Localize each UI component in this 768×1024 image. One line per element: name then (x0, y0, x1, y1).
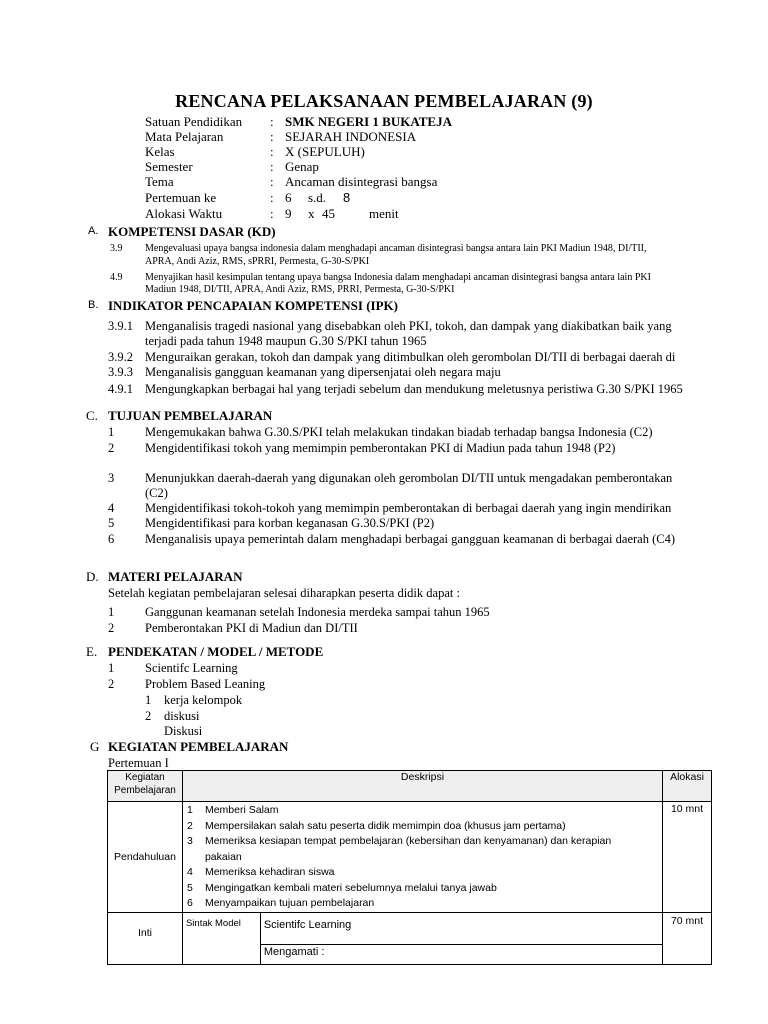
list-item-number: 1 (186, 804, 193, 816)
identity-label-semester: Semester (145, 159, 193, 174)
header-kegiatan-line: Pembelajaran (114, 785, 176, 796)
section-letter: A. (88, 225, 99, 237)
list-item-number: 4 (186, 866, 193, 878)
kd-number: 3.9 (110, 243, 123, 254)
pertemuan-sd: s.d. (308, 190, 327, 205)
tujuan-number: 4 (108, 501, 115, 515)
alokasi-count: 9 (285, 206, 292, 221)
pertemuan-to: 8 (343, 190, 351, 205)
metode-text: Problem Based Leaning (145, 677, 266, 691)
ipk-text: Menguraikan gerakan, tokoh dan dampak yang ditimbulkan oleh gerombolan DI/TII di berbagai daerah di (145, 350, 676, 364)
identity-label-alokasi: Alokasi Waktu (145, 206, 223, 221)
section-letter: E. (86, 644, 98, 659)
tujuan-text: (C2) (145, 486, 168, 500)
header-deskripsi: Deskripsi (182, 771, 662, 802)
list-item-number: 5 (186, 881, 193, 894)
list-item-text: Menyampaikan tujuan pembelajaran (204, 897, 375, 909)
identity-colon: : (270, 190, 274, 205)
list-item (183, 865, 662, 881)
alokasi-unit: menit (369, 206, 399, 221)
section-letter: G (90, 739, 100, 754)
identity-value-tema: Ancaman disintegrasi bangsa (285, 174, 438, 189)
identity-label-kelas: Kelas (145, 144, 175, 159)
list-item (183, 803, 662, 819)
list-item-number: 6 (186, 897, 193, 909)
materi-text: Ganggunan keamanan setelah Indonesia merdeka sampai tahun 1965 (145, 605, 490, 619)
materi-number: 1 (108, 605, 115, 619)
section-heading: KOMPETENSI DASAR (KD) (108, 224, 276, 239)
materi-number: 2 (108, 621, 115, 635)
kd-text: APRA, Andi Aziz, RMS, sPRRI, Permesta, G-30-S/PKI (145, 256, 370, 267)
identity-value-kelas: X (SEPULUH) (285, 144, 365, 159)
metode-number: 1 (108, 661, 115, 675)
kd-number: 4.9 (110, 272, 123, 283)
list-item-text: Mempersilakan salah satu peserta didik memimpin doa (khusus jam pertama) (204, 819, 566, 832)
tujuan-number: 2 (108, 441, 115, 455)
identity-value-mapel: SEJARAH INDONESIA (285, 129, 417, 144)
header-alokasi: Alokasi (663, 771, 712, 802)
list-item-continuation: pakaian (204, 850, 242, 863)
inti-label: Inti (108, 912, 183, 964)
section-heading: KEGIATAN PEMBELAJARAN (108, 739, 289, 754)
identity-colon: : (270, 144, 274, 159)
identity-label-satuan: Satuan Pendidikan (145, 114, 243, 129)
list-item-text: Memberi Salam (204, 804, 279, 816)
identity-colon: : (270, 129, 274, 144)
list-item-number: 2 (186, 819, 193, 832)
ipk-number: 4.9.1 (108, 382, 133, 396)
mengamati-label: Mengamati : (260, 944, 662, 964)
table-row-inti (108, 912, 712, 944)
pendahuluan-list (182, 802, 662, 913)
section-letter: D. (86, 569, 99, 584)
kd-text: Mengevaluasi upaya bangsa indonesia dalam menghadapi ancaman disintegrasi bangsa antara lain PKI Madiun 1948, DI/TII, (145, 243, 647, 254)
model-name: Scientifc Learning (260, 912, 662, 944)
document-title: RENCANA PELAKSANAAN PEMBELAJARAN (9) (175, 91, 593, 111)
alokasi-times: x (308, 206, 315, 221)
ipk-text: Menganalisis gangguan keamanan yang dipersenjatai oleh negara maju (145, 365, 501, 379)
identity-colon: : (270, 174, 274, 189)
tujuan-text: Mengemukakan bahwa G.30.S/PKI telah melakukan tindakan biadab terhadap bangsa Indonesia (C2) (145, 425, 653, 439)
list-item-text: Memeriksa kesiapan tempat pembelajaran (kebersihan dan kenyamanan) dan kerapian (204, 835, 612, 847)
list-item-number: 3 (186, 835, 193, 847)
identity-label-mapel: Mata Pelajaran (145, 129, 224, 144)
metode-sub-number: 2 (145, 709, 152, 723)
identity-value-satuan: SMK NEGERI 1 BUKATEJA (285, 114, 452, 129)
identity-colon: : (270, 159, 274, 174)
metode-text: Scientifc Learning (145, 661, 238, 675)
tujuan-number: 5 (108, 516, 115, 530)
identity-label-tema: Tema (145, 174, 174, 189)
materi-intro: Setelah kegiatan pembelajaran selesai diharapkan peserta didik dapat : (108, 586, 460, 600)
inti-alokasi: 70 mnt (663, 912, 712, 964)
identity-value-semester: Genap (285, 159, 319, 174)
metode-sub-number: 1 (145, 693, 152, 707)
section-heading: MATERI PELAJARAN (108, 569, 243, 584)
kd-text: Madiun 1948, DI/TII, APRA, Andi Aziz, RMS, PRRI, Permesta, G-30-S/PKI (145, 284, 455, 295)
metode-sub-text: kerja kelompok (164, 693, 243, 707)
pertemuan-from: 6 (285, 190, 292, 205)
ipk-number: 3.9.2 (108, 350, 133, 364)
list-item-text: Memeriksa kehadiran siswa (204, 866, 335, 878)
section-heading: INDIKATOR PENCAPAIAN KOMPETENSI (IPK) (108, 298, 398, 313)
list-item-text: Mengingatkan kembali materi sebelumnya melalui tanya jawab (204, 881, 497, 894)
table-header-row (108, 771, 712, 802)
ipk-text: Mengungkapkan berbagai hal yang terjadi sebelum dan mendukung meletusnya peristiwa G.30 S/PKI 1965 (145, 382, 683, 396)
identity-colon: : (270, 114, 274, 129)
kegiatan-table (107, 770, 712, 965)
metode-sub-text: diskusi (164, 709, 200, 723)
pendahuluan-alokasi: 10 mnt (663, 802, 712, 913)
tujuan-text: Mengidentifikasi tokoh-tokoh yang memimpin pemberontakan di berbagai daerah yang ingin mendirikan (145, 501, 672, 515)
section-heading: PENDEKATAN / MODEL / METODE (108, 644, 324, 659)
ipk-text: terjadi pada tahun 1948 maupun G.30 S/PKI tahun 1965 (145, 334, 427, 348)
section-letter: B. (88, 299, 99, 311)
header-kegiatan-line: Kegiatan (125, 772, 165, 783)
list-item (183, 819, 662, 835)
ipk-number: 3.9.1 (108, 319, 133, 333)
tujuan-number: 1 (108, 425, 115, 439)
tujuan-text: Menunjukkan daerah-daerah yang digunakan oleh gerombolan DI/TII untuk mengadakan pemberontakan (145, 471, 673, 485)
list-item (183, 896, 662, 912)
metode-number: 2 (108, 677, 115, 691)
pendahuluan-label: Pendahuluan (108, 802, 183, 913)
section-heading: TUJUAN PEMBELAJARAN (108, 408, 273, 423)
materi-text: Pemberontakan PKI di Madiun dan DI/TII (145, 621, 358, 635)
identity-label-pertemuan: Pertemuan ke (145, 190, 217, 205)
tujuan-text: Menganalisis upaya pemerintah dalam menghadapi berbagai gangguan keamanan di berbagai daerah (C4) (145, 532, 675, 546)
tujuan-number: 6 (108, 532, 115, 546)
list-item (183, 881, 662, 897)
tujuan-text: Mengidentifikasi para korban keganasan G.30.S/PKI (P2) (145, 516, 435, 530)
identity-colon: : (270, 206, 274, 221)
header-kegiatan (108, 771, 183, 802)
list-item (183, 834, 662, 850)
ipk-number: 3.9.3 (108, 365, 133, 379)
alokasi-minutes: 45 (322, 206, 335, 221)
ipk-text: Menganalisis tragedi nasional yang disebabkan oleh PKI, tokoh, dan dampak yang diakibatkan baik yang (145, 319, 672, 333)
metode-extra-text: Diskusi (164, 724, 203, 738)
table-row-pendahuluan (108, 802, 712, 913)
tujuan-number: 3 (108, 471, 115, 485)
kd-text: Menyajikan hasil kesimpulan tentang upaya bangsa Indonesia dalam menghadapi ancaman disintegrasi bangsa antara lain PKI (145, 272, 651, 283)
tujuan-text: Mengidentifikasi tokoh yang memimpin pemberontakan PKI di Madiun pada tahun 1948 (P2) (145, 441, 616, 455)
section-letter: C. (86, 408, 98, 423)
sintak-model-label: Sintak Model (182, 912, 260, 964)
pertemuan-label: Pertemuan I (108, 756, 169, 770)
